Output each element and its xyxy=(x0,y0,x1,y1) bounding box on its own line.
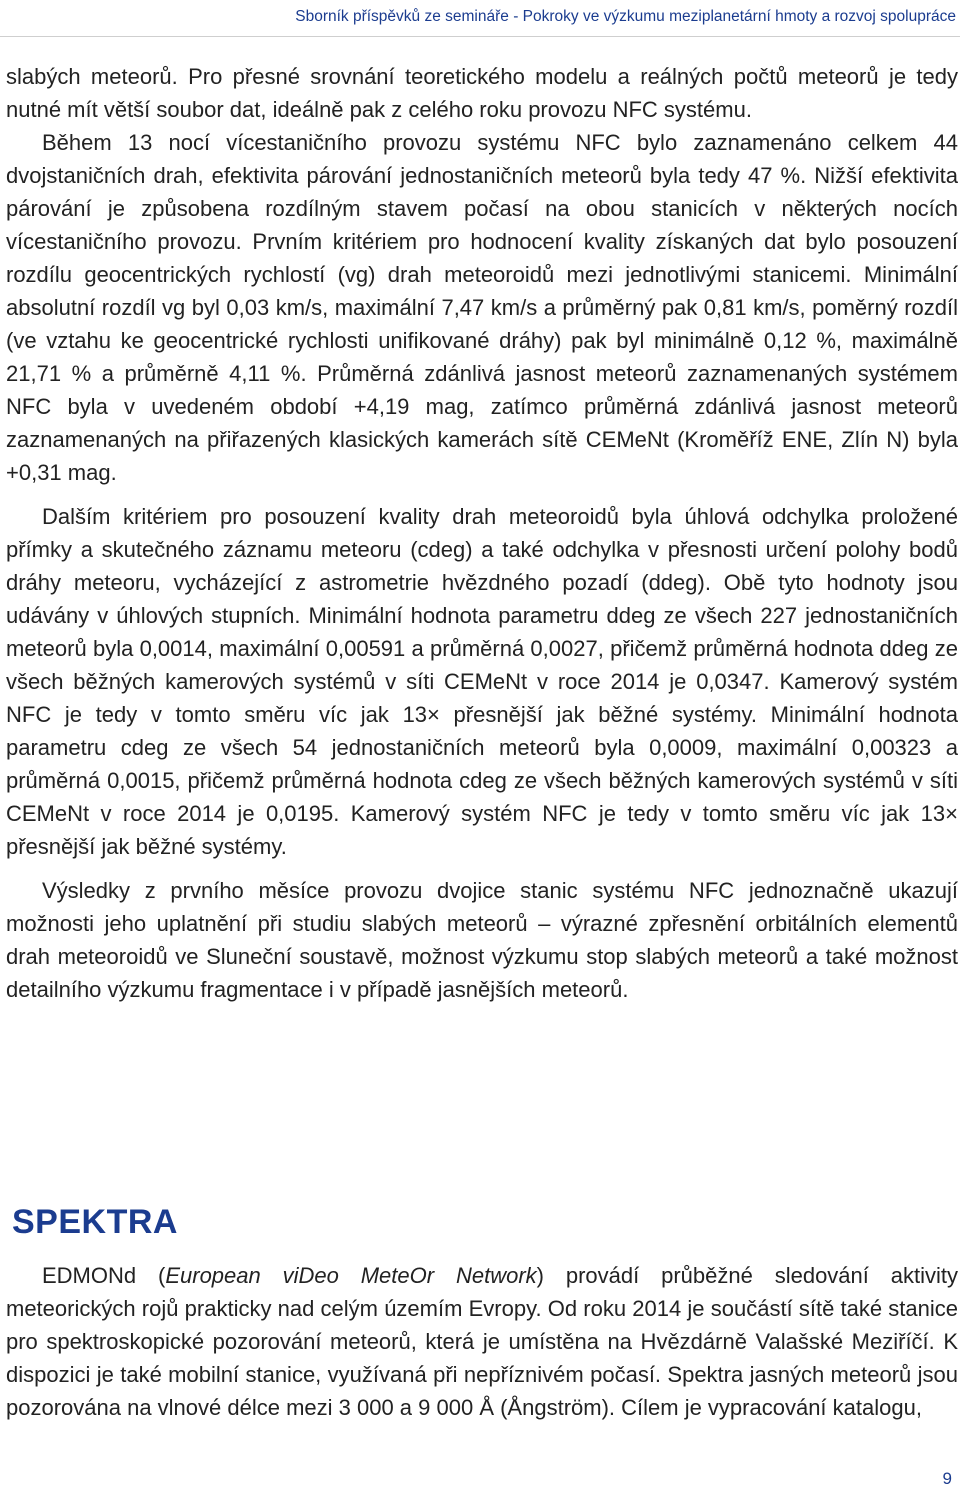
paragraph-spectra xyxy=(6,1259,958,1424)
spectra-text-rest: ) provádí průběžné sledování aktivity meteorických rojů prakticky nad celým územím Evropy. Od roku 2014 je součástí sítě také stanice pro spektroskopické pozorování meteorů, která je umístěna na Hvězdárně Valašské Meziříčí. K dispozici je také mobilní stanice, využívaná při nepříznivém počasí. Spektra jasných meteorů jsou pozorována na vlnové délce mezi 3 000 a 9 000 Å (Ångström). Cílem je vypracování katalogu, xyxy=(6,1263,958,1420)
running-header: Sborník příspěvků ze semináře - Pokroky ve výzkumu meziplanetární hmoty a rozvoj spolupráce xyxy=(295,8,956,25)
spectra-text-start: EDMONd ( xyxy=(42,1263,166,1288)
spectra-network-name: European viDeo MeteOr Network xyxy=(165,1263,537,1288)
section-heading: SPEKTRA xyxy=(12,1203,178,1241)
paragraph-nfc-results: Během 13 nocí vícestaničního provozu systému NFC bylo zaznamenáno celkem 44 dvojstaničních drah, efektivita párování jednostaničních meteorů byla tedy 47 %. Nižší efektivita párování je způsobena rozdílným stavem počasí na obou stanicích v některých nocích vícestaničního provozu. Prvním kritériem pro hodnocení kvality získaných dat bylo posouzení rozdílu geocentrických rychlostí (vg) drah meteoroidů mezi jednotlivými stanicemi. Minimální absolutní rozdíl vg byl 0,03 km/s, maximální 7,47 km/s a průměrný pak 0,81 km/s, poměrný rozdíl (ve vztahu ke geocentrické rychlosti unifikované dráhy) pak byl minimálně 0,12 %, maximálně 21,71 % a průměrně 4,11 %. Průměrná zdánlivá jasnost meteorů zaznamenaných systémem NFC byla v uvedeném období +4,19 mag, zatímco průměrná zdánlivá jasnost meteorů zaznamenaných na přiřazených klasických kamerách sítě CEMeNt (Kroměříž ENE, Zlín N) byla +0,31 mag. xyxy=(6,130,958,485)
paragraph-quality-criteria: Dalším kritériem pro posouzení kvality drah meteoroidů byla úhlová odchylka proložené přímky a skutečného záznamu meteoru (cdeg) a také odchylka v přesnosti určení polohy bodů dráhy meteoru, vycházející z astrometrie hvězdného pozadí (ddeg). Obě tyto hodnoty jsou udávány v úhlových stupních. Minimální hodnota parametru ddeg ze všech 227 jednostaničních meteorů byla 0,0014, maximální 0,00591 a průměrná 0,0027, přičemž průměrná hodnota ddeg ze všech běžných kamerových systémů v síti CEMeNt v roce 2014 je 0,0347. Kamerový systém NFC je tedy v tomto směru víc jak 13× přesnější jak běžné systémy. Minimální hodnota parametru cdeg ze všech 54 jednostaničních meteorů byla 0,0009, maximální 0,00323 a průměrná 0,0015, přičemž průměrná hodnota cdeg ze všech běžných kamerových systémů v síti CEMeNt v roce 2014 je 0,0195. Kamerový systém NFC je tedy v tomto směru víc jak 13× přesnější jak běžné systémy. xyxy=(6,504,958,859)
paragraph-conclusions: Výsledky z prvního měsíce provozu dvojice stanic systému NFC jednoznačně ukazují možnosti jeho uplatnění při studiu slabých meteorů – výrazné zpřesnění orbitálních elementů drah meteoroidů ve Sluneční soustavě, možnost výzkumu stop slabých meteorů a také možnost detailního výzkumu fragmentace i v případě jasnějších meteorů. xyxy=(6,878,958,1002)
page-number: 9 xyxy=(942,1469,952,1488)
paragraph-continuation: slabých meteorů. Pro přesné srovnání teoretického modelu a reálných počtů meteorů je tedy nutné mít větší soubor dat, ideálně pak z celého roku provozu NFC systému. xyxy=(6,64,958,122)
article-body xyxy=(6,60,958,1006)
header-divider xyxy=(0,36,960,37)
